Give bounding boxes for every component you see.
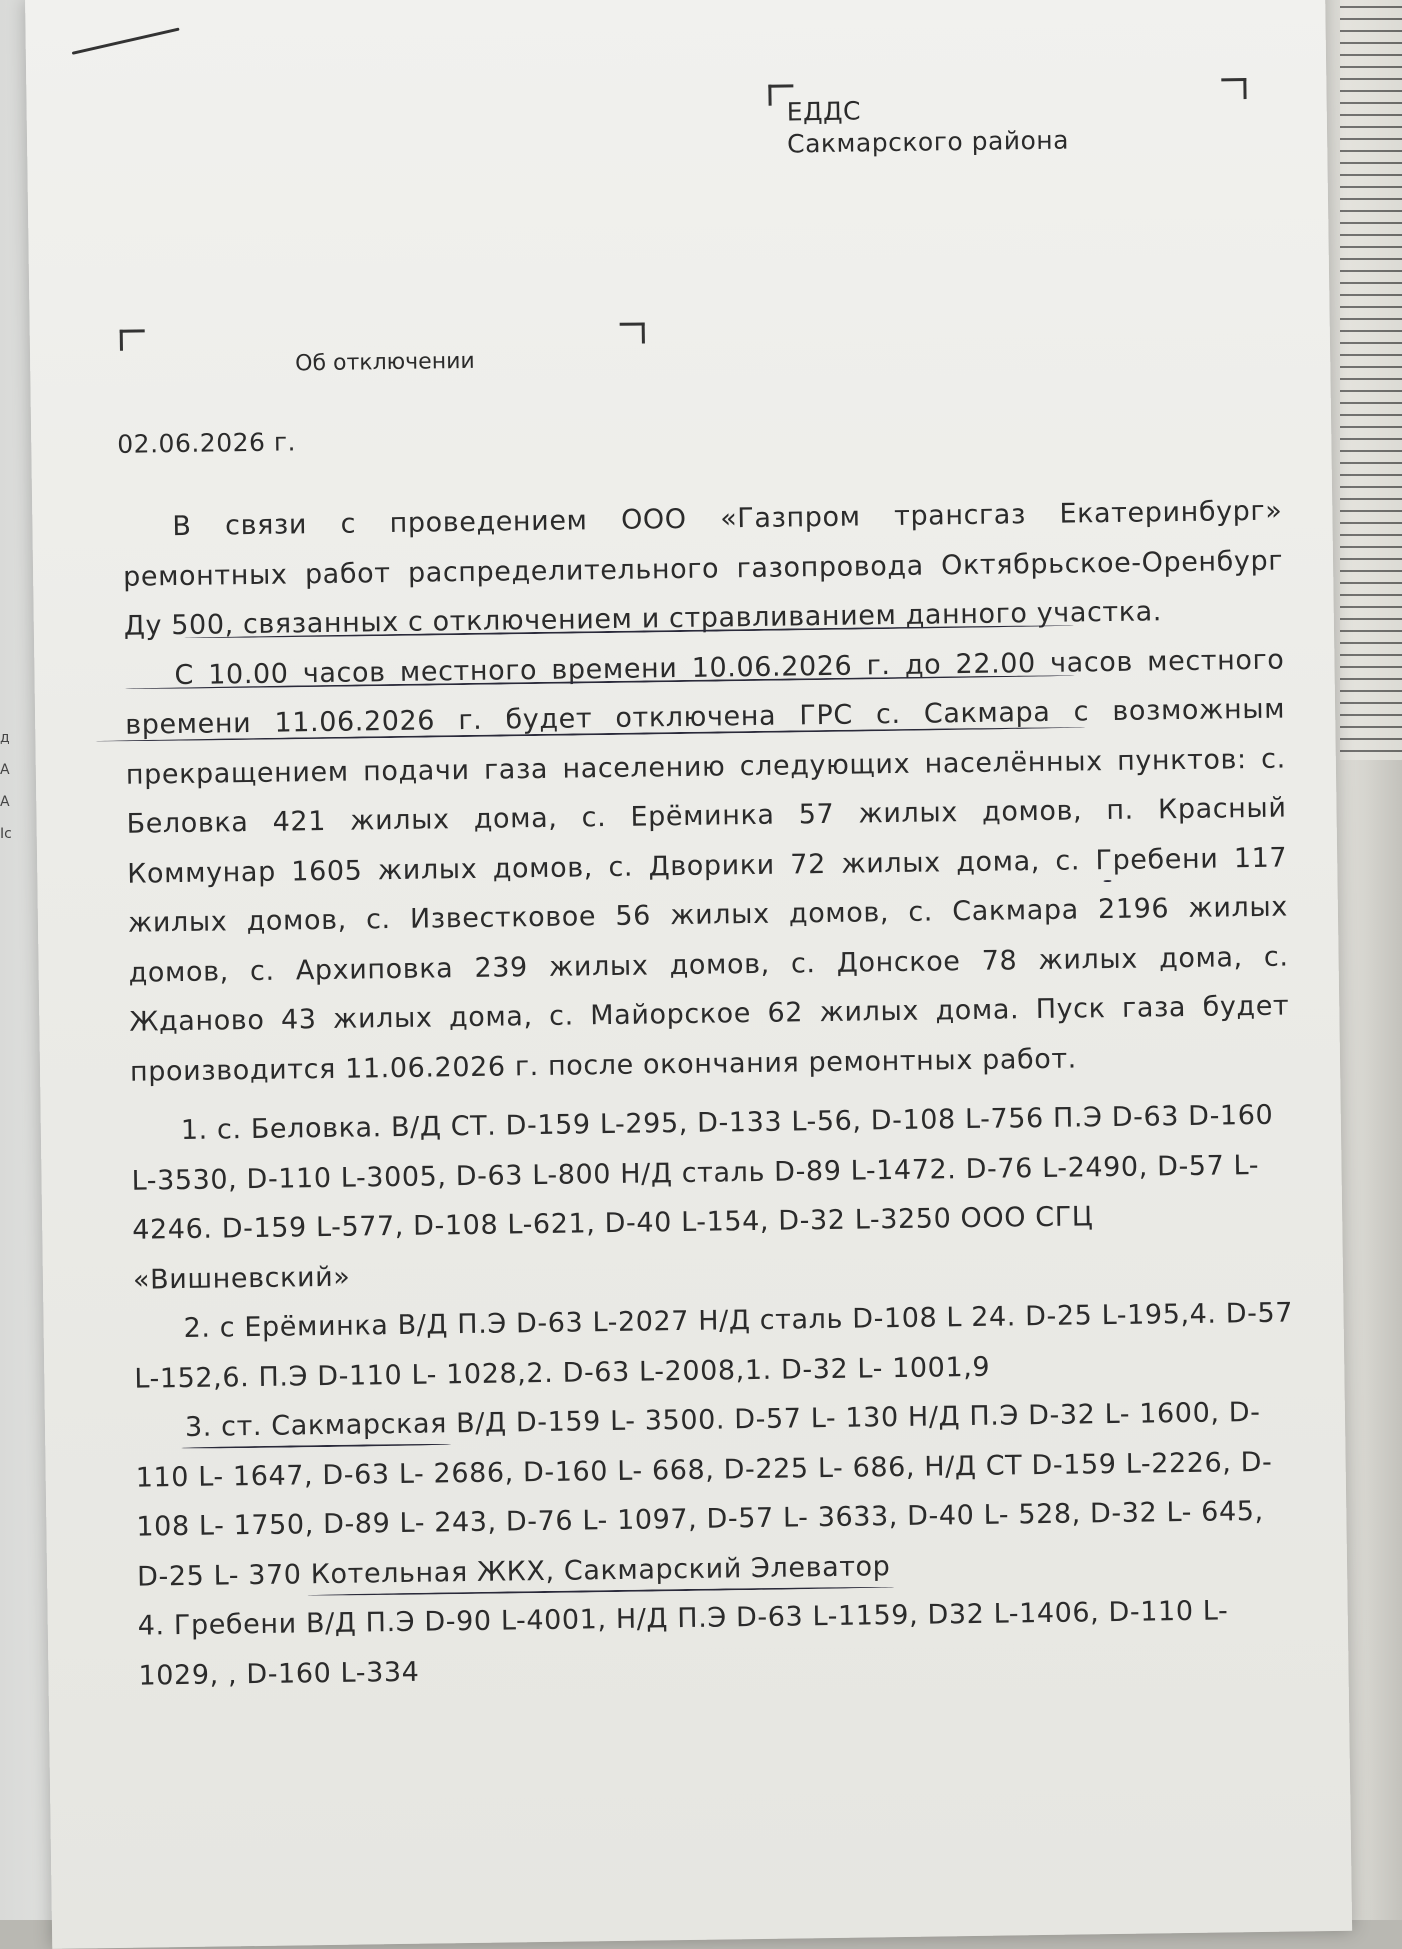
address-bracket-right xyxy=(1221,78,1246,99)
station-label: 3. ст. Сакмарская xyxy=(184,1408,448,1443)
pipeline-list xyxy=(131,1091,1299,1701)
paragraph-intro: В связи с проведением ООО «Газпром трансгаз Екатеринбург» ремонтных работ распределительного газопровода Октябрьское-Оренбург Ду 500, связанных с отключением и стравливанием данного участка. xyxy=(122,495,1284,642)
subject-bracket-right xyxy=(620,322,645,343)
document-page xyxy=(25,0,1352,1949)
list-item: 1. с. Беловка. В/Д СТ. D-159 L-295, D-133 L-56, D-108 L-756 П.Э D-63 D-160 L-3530, D-110 L-3005, D-63 L-800 Н/Д сталь D-89 L-1472. D-76 L-2490, D-57 L-4246. D-159 L-577, D-108 L-621, D-40 L-154, D-32 L-3250 ООО СГЦ «Вишневский» xyxy=(131,1099,1274,1296)
list-item: 4. Гребени В/Д П.Э D-90 L-4001, Н/Д П.Э D-63 L-1159, D32 L-1406, D-110 L-1029, , D-160 L-334 xyxy=(137,1595,1229,1692)
paragraph-outage xyxy=(124,635,1290,1097)
subject-line: Об отключении xyxy=(295,348,475,377)
left-mark: д xyxy=(0,730,10,746)
stack-edge xyxy=(1340,0,1402,760)
subject-bracket-left xyxy=(120,329,145,350)
outage-text-end: с. Дворики 72 жилых дома, с. Гребени 117 жилых домов, с. Известковое 56 жилых домов, с. Сакмара 2196 жилых домов, с. Архиповка 239 жилых домов, с. Донское 78 жилых дома, с. Жданово 43 жилых дома, с. Майорское 62 жилых дома. Пуск газа будет производится 11.06.2026 г. после окончания ремонтных работ. xyxy=(127,842,1290,1088)
list-item: 2. с Ерёминка В/Д П.Э D-63 L-2027 Н/Д сталь D-108 L 24. D-25 L-195,4. D-57 L-152,6. П.Э D-110 L- 1028,2. D-63 L-2008,1. D-32 L- 1001,9 xyxy=(134,1297,1294,1395)
station-tail: Котельная ЖКХ, Сакмарский Элеватор xyxy=(310,1550,891,1590)
document-body xyxy=(122,487,1299,1701)
highlighted-settlement: п. Красный Коммунар 1605 жилых домов, xyxy=(127,792,1287,890)
document-date: 02.06.2026 г. xyxy=(117,427,297,459)
list-item xyxy=(135,1387,1298,1601)
addressee-org: ЕДДС xyxy=(786,96,862,127)
left-mark: А xyxy=(0,794,10,810)
pen-stroke xyxy=(72,28,180,55)
addressee-district: Сакмарского района xyxy=(786,125,1070,159)
left-mark: А xyxy=(0,762,10,778)
left-sheet-marks xyxy=(0,730,14,858)
addressee-block xyxy=(786,93,1069,161)
left-mark: Ic xyxy=(0,826,12,842)
station-text: В/Д D-159 L- 3500. D-57 L- 130 Н/Д П.Э D-32 L- 1600, D-110 L- 1647, D-63 L- 2686, D-160 L- 668, D-225 L- 686, Н/Д СТ D-159 L-2226, D-108 L- 1750, D-89 L- 243, D-76 L- 1097, D-57 L- 3633, D-40 L- 528, D-32 L- 645, D-25 L- 370 xyxy=(135,1396,1273,1593)
outage-text-start: С 10.00 часов местного времени 10.06.2026 г. до 22.00 часов местного времени 11.06.2026 г. будет отключена ГРС с. Сакмара с возможным прекращением подачи газа населению следующих населённых пунктов: с. Беловка 421 жилых дома, с. Ерёминка 57 жилых домов, xyxy=(124,644,1287,840)
